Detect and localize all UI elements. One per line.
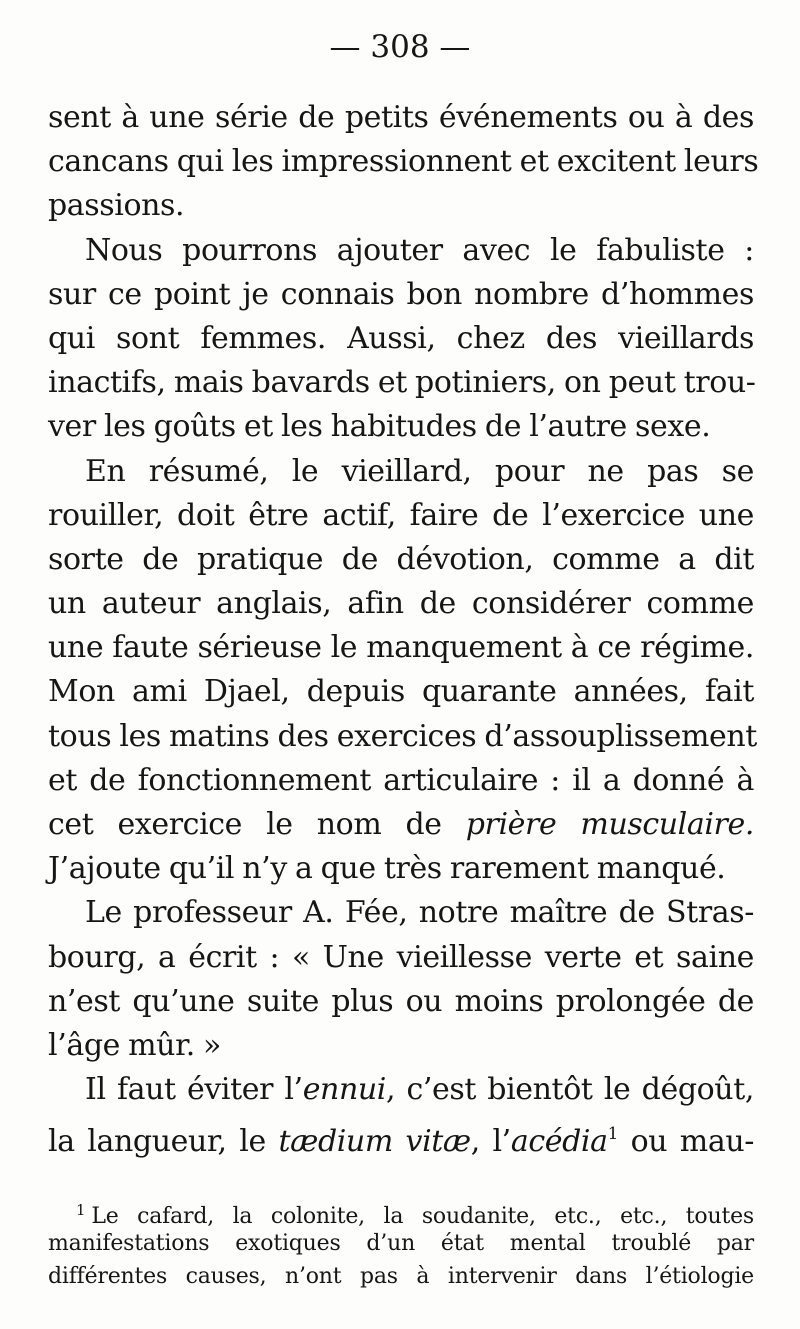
text-line: un auteur anglais, afin de considérer comme <box>48 586 754 622</box>
text-line: En résumé, le vieillard, pour ne pas se <box>85 453 754 489</box>
italic-phrase: tædium vitæ <box>278 1124 471 1160</box>
main-text <box>48 96 759 1160</box>
text-segment: , c’est bientôt le dégoût, <box>386 1072 755 1108</box>
text-line: passions. <box>48 188 185 224</box>
text-segment: ou mau- <box>617 1124 754 1160</box>
footnote-block <box>48 1194 754 1293</box>
text-line <box>48 1068 754 1112</box>
text-line: Le professeur A. Fée, notre maître de Stras- <box>85 895 754 931</box>
footnote-line: différentes causes, n’ont pas à intervenir dans l’étiologie <box>48 1264 754 1289</box>
text-line: cancans qui les impressionnent et excitent leurs <box>48 144 759 180</box>
text-line: qui sont femmes. Aussi, chez des vieillards <box>48 320 754 356</box>
text-line: inactifs, mais bavards et potiniers, on peut trou- <box>48 365 756 401</box>
text-line: Nous pourrons ajouter avec le fabuliste : <box>85 232 754 268</box>
text-line: l’âge mûr. » <box>48 1027 221 1063</box>
text-segment: Le cafard, la colonite, la soudanite, etc., etc., toutes <box>91 1204 754 1229</box>
text-line: et de fonctionnement articulaire : il a donné à <box>48 762 754 798</box>
text-segment: cet exercice le nom de <box>48 807 466 842</box>
text-segment: la langueur, le <box>48 1124 279 1160</box>
italic-phrase: ennui <box>302 1072 387 1108</box>
footnote-reference: 1 <box>607 1124 618 1145</box>
text-line: une faute sérieuse le manquement à ce régime. <box>48 630 754 666</box>
text-line: bourg, a écrit : « Une vieillesse verte et saine <box>48 939 754 975</box>
page-number: — 308 — <box>329 29 471 65</box>
footnote-marker: 1 <box>76 1201 86 1219</box>
italic-phrase: acédia <box>510 1124 608 1160</box>
text-line <box>48 1112 754 1160</box>
footnote-line: manifestations exotiques d’un état mental troublé par <box>48 1231 754 1256</box>
text-line: rouiller, doit être actif, faire de l’exercice une <box>48 497 754 533</box>
text-segment: , l’ <box>470 1124 511 1160</box>
text-segment: Il faut éviter l’ <box>85 1072 303 1108</box>
text-line: ver les goûts et les habitudes de l’autre sexe. <box>48 409 711 445</box>
text-line: Mon ami Djael, depuis quarante années, fait <box>48 674 754 710</box>
text-line: sorte de pratique de dévotion, comme a dit <box>48 541 754 577</box>
text-line: sent à une série de petits événements ou à des <box>48 100 754 135</box>
text-line <box>48 803 754 847</box>
italic-phrase: prière musculaire. <box>465 807 754 842</box>
text-line: n’est qu’une suite plus ou moins prolongée de <box>48 983 754 1019</box>
text-line: J’ajoute qu’il n’y a que très rarement manqué. <box>48 851 726 887</box>
text-line: tous les matins des exercices d’assouplissement <box>48 718 757 754</box>
text-line: sur ce point je connais bon nombre d’hommes <box>48 276 754 312</box>
footnote-line <box>48 1194 754 1227</box>
